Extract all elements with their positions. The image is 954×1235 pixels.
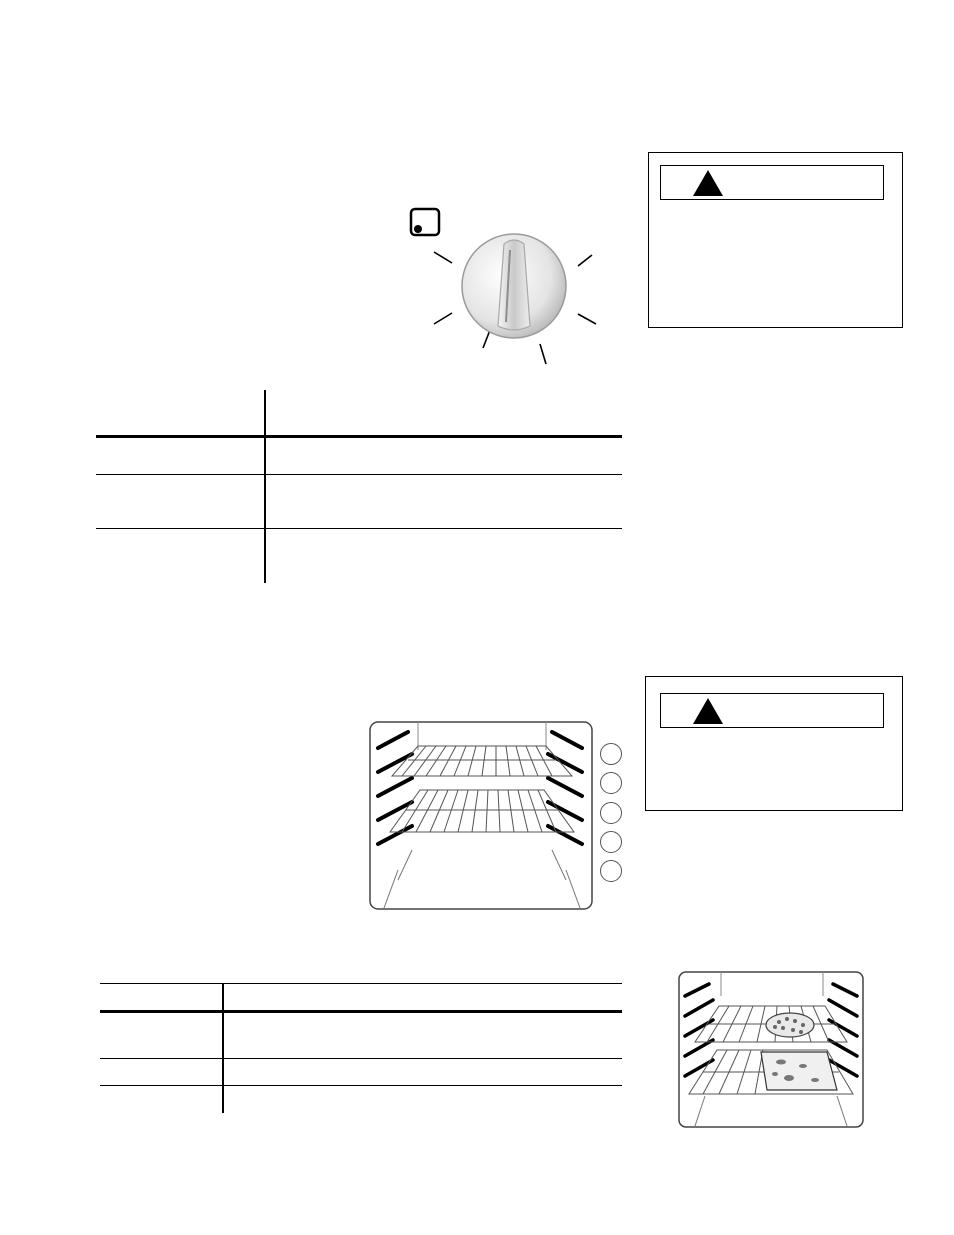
oven-pizza-pan-illustration [677, 970, 865, 1130]
control-knob [420, 228, 610, 370]
table-1-row-rule [96, 474, 622, 475]
pizza-icon [766, 1013, 814, 1037]
table-1-header-rule [96, 435, 622, 438]
table-1-row-rule [96, 528, 622, 529]
table-2-header-rule [100, 1010, 622, 1013]
rack-position-marker [600, 831, 622, 853]
warning-triangle-icon [693, 170, 723, 196]
table-2-row-rule [100, 1058, 622, 1059]
rack-position-marker [600, 860, 622, 882]
rack-position-marker [600, 802, 622, 824]
rack-position-marker [600, 743, 622, 765]
warning-box [648, 152, 903, 328]
table-2-top-rule [100, 983, 622, 984]
baking-pan-icon [761, 1052, 837, 1090]
warning-box [645, 676, 903, 811]
oven-rack-positions-illustration [368, 720, 596, 912]
warning-header [660, 165, 884, 200]
table-2-column-divider [222, 983, 224, 1113]
table-1-column-divider [264, 390, 266, 583]
warning-header [660, 693, 884, 728]
warning-triangle-icon [693, 698, 723, 724]
table-2-row-rule [100, 1085, 622, 1086]
rack-position-marker [600, 772, 622, 794]
